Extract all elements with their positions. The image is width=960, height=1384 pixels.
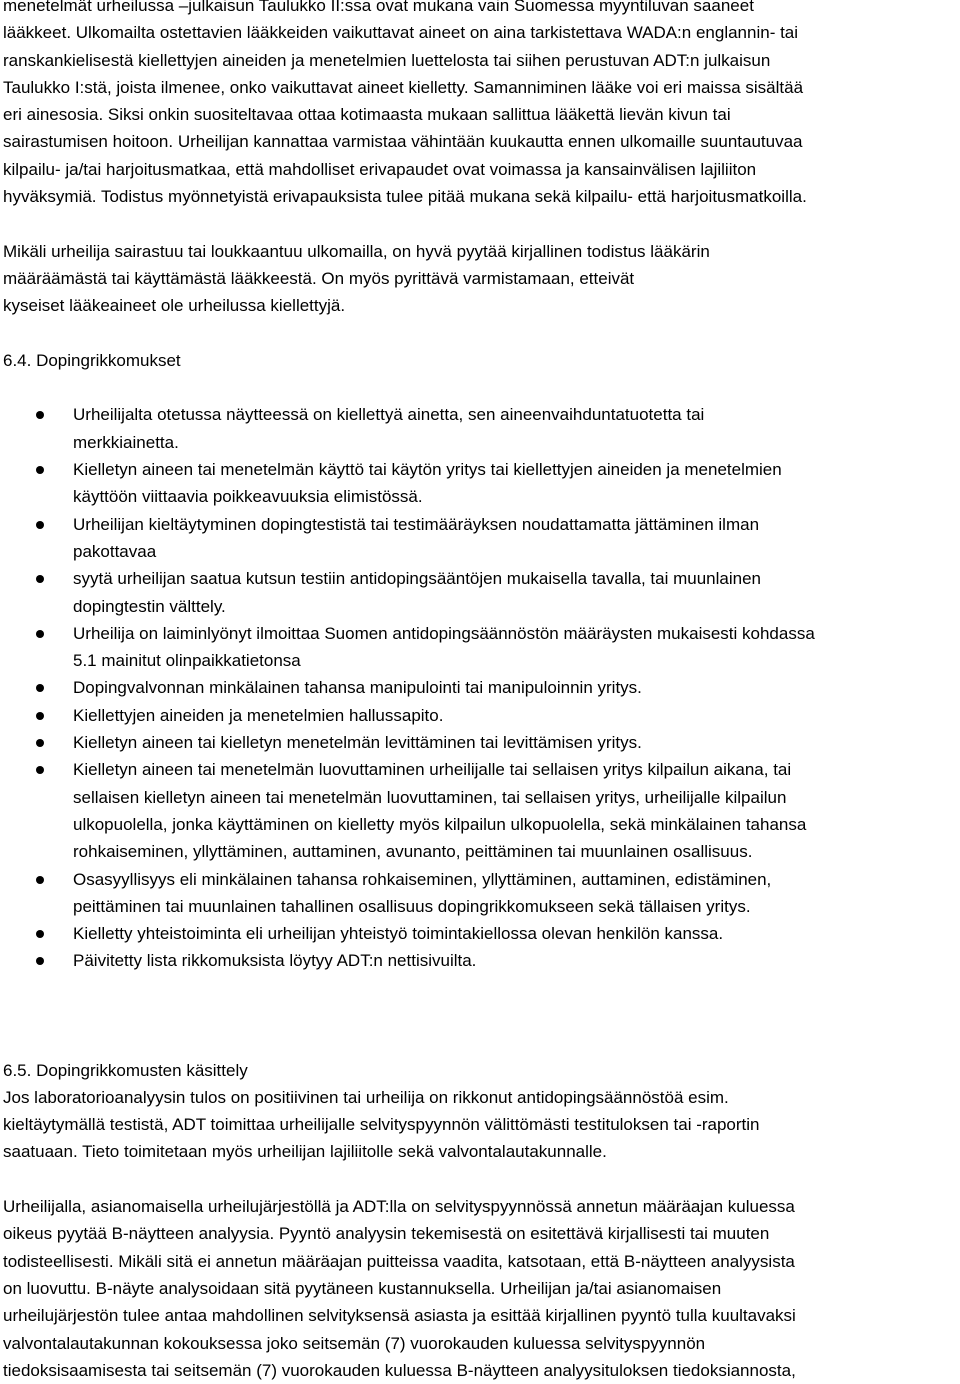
bullet-icon [36, 630, 44, 638]
list-item-line: sellaisen kielletyn aineen tai menetelmän luovuttaminen, tai sellaisen yritys, urheilijalle kilpailun [73, 787, 787, 807]
violations-list [3, 401, 958, 974]
list-item [3, 511, 958, 566]
list-item [3, 401, 958, 456]
list-item [3, 866, 958, 921]
list-item [3, 756, 958, 865]
bullet-icon [36, 466, 44, 474]
paragraph-spacer [3, 975, 958, 1030]
text-line: hyväksymiä. Todistus myönnetyistä erivapauksista tulee pitää mukana sekä kilpailu- että harjoitusmatkoilla. [3, 187, 807, 207]
text-line: Urheilijalla, asianomaisella urheilujärjestöllä ja ADT:lla on selvityspyynnössä annetun määräajan kuluessa [3, 1197, 795, 1217]
section-heading-6-4: 6.4. Dopingrikkomukset [3, 350, 181, 370]
bullet-icon [36, 411, 44, 419]
list-item-line: Kielletyn aineen tai menetelmän luovuttaminen urheilijalle tai sellaisen yritys kilpailun aikana, tai [73, 760, 792, 780]
list-item-line: pakottavaa [73, 541, 157, 561]
text-line: tiedoksisaamisesta tai seitsemän (7) vuorokauden kuluessa B-näytteen analyysituloksen tiedoksiannosta, [3, 1360, 796, 1380]
paragraph-spacer [3, 210, 958, 237]
bullet-icon [36, 684, 44, 692]
text-line: urheilujärjestön tulee antaa mahdollinen selvityksensä asiasta ja esittää kirjallinen pyyntö tulla kuultavaksi [3, 1306, 796, 1326]
list-item-line: Päivitetty lista rikkomuksista löytyy ADT:n nettisivuilta. [73, 951, 477, 971]
bullet-icon [36, 930, 44, 938]
list-item-line: Kielletty yhteistoiminta eli urheilijan yhteistyö toimintakiellossa olevan henkilön kanssa. [73, 924, 724, 944]
list-item-line: syytä urheilijan saatua kutsun testiin antidopingsääntöjen mukaisella tavalla, tai muunlainen [73, 569, 761, 589]
bullet-icon [36, 766, 44, 774]
list-item [3, 620, 958, 675]
list-item-line: käyttöön viittaavia poikkeavuuksia elimistössä. [73, 487, 423, 507]
text-line: Jos laboratorioanalyysin tulos on positiivinen tai urheilija on rikkonut antidopingsäännöstöä esim. [3, 1087, 729, 1107]
text-line: eri ainesosia. Siksi onkin suositeltavaa ottaa kotimaasta mukaan sallittua lääkettä lievän kivun tai [3, 105, 731, 125]
paragraph-spacer [3, 1029, 958, 1056]
text-line: kilpailu- ja/tai harjoitusmatkaa, että mahdolliset erivapaudet ovat voimassa ja kansainvälisen lajiliiton [3, 159, 757, 179]
intro-paragraph [3, 0, 958, 210]
list-item-line: Osasyyllisyys eli minkälainen tahansa rohkaiseminen, yllyttäminen, auttaminen, edistäminen, [73, 869, 772, 889]
bullet-icon [36, 739, 44, 747]
list-item [3, 920, 958, 947]
text-line: lääkkeet. Ulkomailta ostettavien lääkkeiden vaikuttavat aineet on aina tarkistettava WADA:n englannin- tai [3, 23, 799, 43]
list-item [3, 947, 958, 974]
text-line: sairastumisen hoitoon. Urheilijan kannattaa varmistaa vähintään kuukautta ennen ulkomaille suuntautuvaa [3, 132, 803, 152]
text-line: oikeus pyytää B-näytteen analyysia. Pyyntö analyysin tekemisestä on esitettävä kirjallisesti tai muuten [3, 1224, 770, 1244]
text-line: menetelmät urheilussa –julkaisun Taulukko II:ssa ovat mukana vain Suomessa myyntiluvan saaneet [3, 0, 754, 15]
list-item-line: Urheilijan kieltäytyminen dopingtestistä tai testimääräyksen noudattamatta jättäminen ilman [73, 514, 760, 534]
list-item-line: Kiellettyjen aineiden ja menetelmien hallussapito. [73, 705, 444, 725]
list-item-line: merkkiainetta. [73, 432, 179, 452]
text-line: saatuaan. Tieto toimitetaan myös urheilijan lajiliitolle sekä valvontalautakunnalle. [3, 1142, 607, 1162]
bullet-icon [36, 521, 44, 529]
bullet-icon [36, 712, 44, 720]
text-line: valvontalautakunnan kokouksessa joko seitsemän (7) vuorokauden kuluessa selvityspyynnön [3, 1333, 706, 1353]
list-item [3, 565, 958, 620]
list-item [3, 456, 958, 511]
list-item-line: Dopingvalvonnan minkälainen tahansa manipulointi tai manipuloinnin yritys. [73, 678, 642, 698]
list-item-line: 5.1 mainitut olinpaikkatietonsa [73, 651, 301, 671]
list-item [3, 674, 958, 701]
paragraph-spacer [3, 1166, 958, 1193]
text-line: todisteellisesti. Mikäli sitä ei annetun määräajan puitteissa vaadita, katsotaan, että B-näytteen analyysista [3, 1251, 795, 1271]
illness-paragraph [3, 238, 958, 320]
section-heading-6-5: 6.5. Dopingrikkomusten käsittely [3, 1060, 248, 1080]
list-item [3, 702, 958, 729]
text-line: on luovuttu. B-näyte analysoidaan sitä pyytäneen kustannuksella. Urheilijan ja/tai asianomaisen [3, 1278, 722, 1298]
handling-paragraph-2 [3, 1193, 958, 1384]
list-item-line: Kielletyn aineen tai kielletyn menetelmän levittäminen tai levittämisen yritys. [73, 733, 642, 753]
list-item-line: ulkopuolella, jonka käyttäminen on kielletty myös kilpailun ulkopuolella, sekä minkälainen tahansa [73, 814, 807, 834]
paragraph-spacer [3, 374, 958, 401]
text-line: kieltäytymällä testistä, ADT toimittaa urheilijalle selvityspyynnön välittömästi testituloksen tai -raportin [3, 1115, 760, 1135]
bullet-icon [36, 575, 44, 583]
text-line: ranskankielisestä kiellettyjen aineiden ja menetelmien luettelosta tai siihen perustuvan ADT:n julkaisun [3, 50, 771, 70]
bullet-icon [36, 876, 44, 884]
list-item-line: dopingtestin välttely. [73, 596, 226, 616]
list-item-line: peittäminen tai muunlainen tahallinen osallisuus dopingrikkomukseen sekä tällaisen yritys. [73, 896, 751, 916]
bullet-icon [36, 957, 44, 965]
list-item-line: Urheilija on laiminlyönyt ilmoittaa Suomen antidopingsäännöstön määräysten mukaisesti kohdassa [73, 623, 815, 643]
list-item-line: rohkaiseminen, yllyttäminen, auttaminen, avunanto, peittäminen tai muunlainen osallisuus. [73, 842, 753, 862]
text-line: Taulukko I:stä, joista ilmenee, onko vaikuttavat aineet kielletty. Samanniminen lääke voi eri maissa sisältää [3, 77, 804, 97]
paragraph-spacer [3, 320, 958, 347]
list-item [3, 729, 958, 756]
text-line: määräämästä tai käyttämästä lääkkeestä. On myös pyrittävä varmistamaan, etteivät [3, 268, 635, 288]
document-page [3, 0, 958, 1384]
list-item-line: Urheilijalta otetussa näytteessä on kiellettyä ainetta, sen aineenvaihduntatuotetta tai [73, 405, 705, 425]
text-line: Mikäli urheilija sairastuu tai loukkaantuu ulkomailla, on hyvä pyytää kirjallinen todistus lääkärin [3, 241, 710, 261]
handling-paragraph-1 [3, 1084, 958, 1166]
text-line: kyseiset lääkeaineet ole urheilussa kiellettyjä. [3, 296, 346, 316]
list-item-line: Kielletyn aineen tai menetelmän käyttö tai käytön yritys tai kiellettyjen aineiden ja menetelmien [73, 460, 782, 480]
